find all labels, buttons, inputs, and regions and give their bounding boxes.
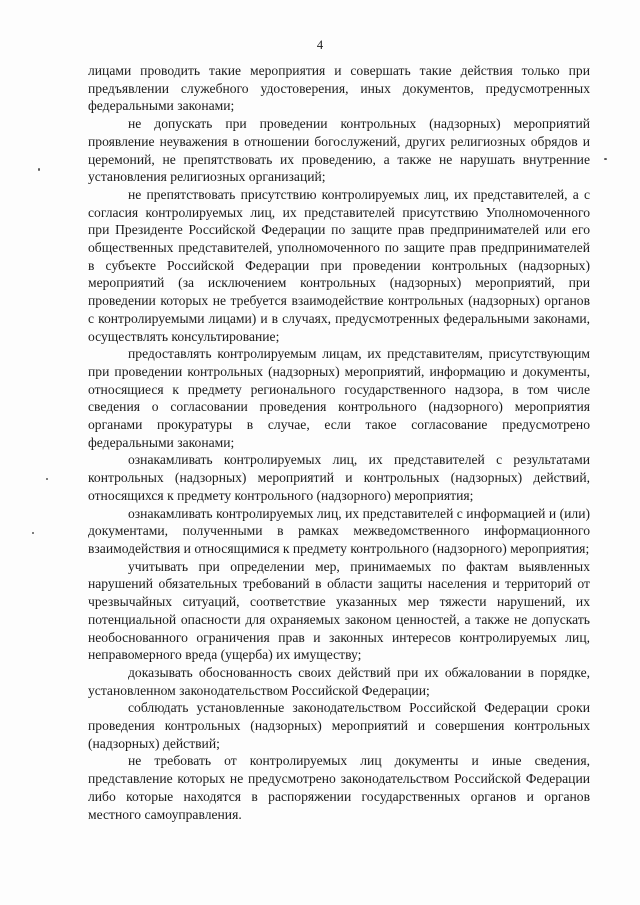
scan-speck [32, 532, 34, 534]
paragraph: предоставлять контролируемым лицам, их представителям, присутствующим при проведении контрольных (надзорных) мероприятий, информацию и документы, относящиеся к предмету регионального государственного надзора, в том числе сведения о согласовании проведения контрольного (надзорного) мероприятия органами прокуратуры в случае, если такое согласование предусмотрено федеральными законами; [88, 346, 590, 450]
paragraph: доказывать обоснованность своих действий при их обжаловании в порядке, установленном законодательством Российской Федерации; [88, 664, 590, 698]
paragraph: ознакамливать контролируемых лиц, их представителей с результатами контрольных (надзорных) мероприятий и контрольных (надзорных) действий, относящихся к предмету контрольного (надзорного) мероприятия; [88, 452, 590, 503]
paragraph: не препятствовать присутствию контролируемых лиц, их представителей, а с согласия контролируемых лиц, их представителей присутствию Уполномоченного при Президенте Российской Федерации по защите прав предпринимателей или его общественных представителей, уполномоченного по защите прав предпринимателей в субъекте Российской Федерации при проведении контрольных (надзорных) мероприятий (за исключением контрольных (надзорных) мероприятий, при проведении которых не требуется взаимодействие контрольных (надзорных) органов с контролируемыми лицами) и в случаях, предусмотренных федеральными законами, осуществлять консультирование; [88, 186, 590, 344]
paragraph-continuation: лицами проводить такие мероприятия и совершать такие действия только при предъявлении служебного удостоверения, иных документов, предусмотренных федеральными законами; [88, 63, 590, 114]
document-body [88, 62, 590, 823]
paragraph: учитывать при определении мер, принимаемых по фактам выявленных нарушений обязательных требований в области защиты населения и территорий от чрезвычайных ситуаций, соответствие указанных мер тяжести нарушений, их потенциальной опасности для охраняемых законом ценностей, а также не допускать необоснованного ограничения прав и законных интересов контролируемых лиц, неправомерного вреда (ущерба) их имуществу; [88, 558, 590, 663]
paragraph: ознакамливать контролируемых лиц, их представителей с информацией и (или) документами, полученными в рамках межведомственного информационного взаимодействия и относящимися к предмету контрольного (надзорного) мероприятия; [88, 505, 590, 556]
paragraph: соблюдать установленные законодательством Российской Федерации сроки проведения контрольных (надзорных) мероприятий и совершения контрольных (надзорных) действий; [88, 700, 590, 751]
page-number: 4 [316, 38, 324, 52]
paragraph: не допускать при проведении контрольных (надзорных) мероприятий проявление неуважения в отношении богослужений, других религиозных обрядов и церемоний, не препятствовать их проведению, а также не нарушать внутренние установления религиозных организаций; [88, 116, 590, 185]
paragraph: не требовать от контролируемых лиц документы и иные сведения, представление которых не предусмотрено законодательством Российской Федерации либо которые находятся в распоряжении государственных органов и органов местного самоуправления. [88, 753, 590, 822]
scan-speck [604, 158, 607, 160]
scan-speck [46, 478, 48, 480]
scan-speck [38, 168, 40, 171]
